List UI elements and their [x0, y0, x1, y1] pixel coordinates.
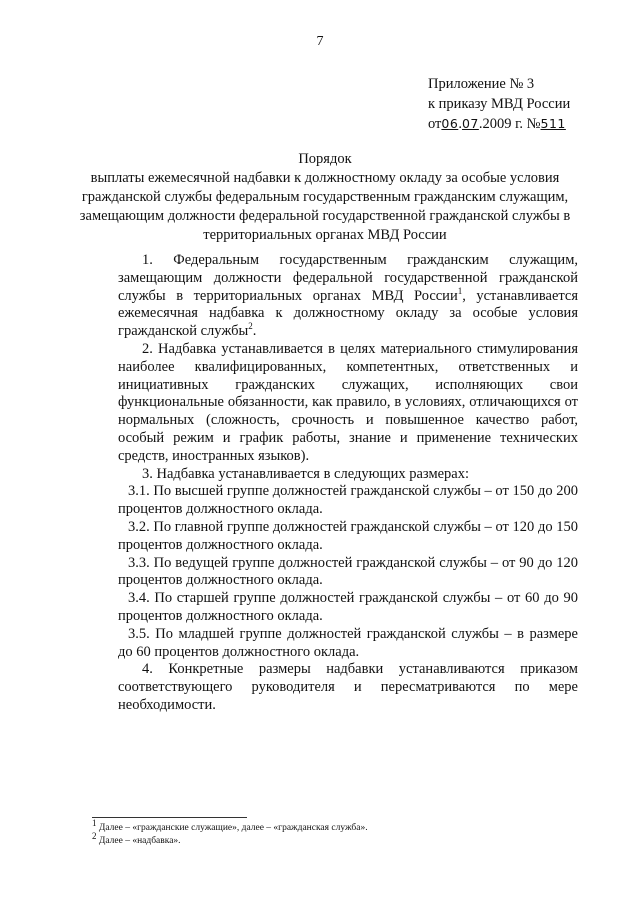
footnote-ref-1: 1: [457, 285, 463, 296]
paragraph-2: 2. Надбавка устанавливается в целях материального стимулирования наиболее квалифицированных, компетентных, ответственных и инициативных гражданских служащих, исполняющих свои функциональные обязанности, как правило, в условиях, отличающихся от нормальных (сложность, срочность и повышенное качество работ, особый режим и график работы, знание и применение технических средств, иностранных языков).: [118, 340, 578, 464]
footnote-ref-2: 2: [248, 321, 253, 332]
footnote-1-text: Далее – «гражданские служащие», далее – «гражданская служба».: [96, 823, 368, 833]
footnotes: [92, 817, 368, 848]
document-body: [118, 252, 578, 715]
title-heading: Порядок: [298, 151, 352, 167]
date-day: 06: [441, 116, 459, 131]
order-number: 511: [540, 116, 566, 131]
footnote-1-mark: 1: [92, 817, 97, 828]
footnote-2-text: Далее – «надбавка».: [96, 836, 181, 846]
appendix-line-1: Приложение № 3: [428, 76, 535, 92]
document-title: [70, 150, 580, 245]
title-text: выплаты ежемесячной надбавки к должностному окладу за особые условия гражданской службы федеральным государственным гражданским служащим, замещающим должности федеральной государственной гражданской службы в территориальных органах МВД России: [79, 170, 571, 243]
paragraph-4: 4. Конкретные размеры надбавки устанавливаются приказом соответствующего руководителя и пересматриваются по мере необходимости.: [118, 661, 578, 713]
date-prefix: от: [428, 116, 442, 132]
date-month: 07: [461, 116, 479, 131]
p1-part-c: .: [252, 323, 257, 340]
paragraph-3-2: 3.2. По главной группе должностей гражданской службы – от 120 до 150 процентов должностного оклада.: [118, 518, 578, 553]
paragraph-3-4: 3.4. По старшей группе должностей гражданской службы – от 60 до 90 процентов должностного оклада.: [118, 590, 578, 624]
footnote-1: [92, 817, 368, 835]
p1-part-a: 1. Федеральным государственным гражданским служащим, замещающим должности федеральной государственной гражданской службы в территориальных органах МВД России: [118, 252, 578, 304]
page-number: 7: [316, 34, 324, 49]
paragraph-3: 3. Надбавка устанавливается в следующих размерах:: [142, 465, 470, 482]
appendix-date-line: от06.07.2009 г. №511: [428, 116, 566, 132]
appendix-header: [428, 74, 570, 134]
paragraph-3-5: 3.5. По младшей группе должностей гражданской службы – в размере до 60 процентов должностного оклада.: [118, 625, 578, 660]
date-year: 2009 г. №: [482, 116, 541, 132]
footnote-2: [92, 830, 368, 848]
p1-part-b: , устанавливается ежемесячная надбавка к должностному окладу за особые условия гражданской службы: [118, 287, 578, 340]
paragraph-3-1: 3.1. По высшей группе должностей гражданской службы – от 150 до 200 процентов должностного оклада.: [118, 483, 578, 518]
footnote-divider: [92, 817, 247, 818]
appendix-line-2: к приказу МВД России: [428, 96, 571, 112]
footnote-2-mark: 2: [92, 830, 97, 841]
paragraph-1: [118, 252, 578, 341]
paragraph-3-3: 3.3. По ведущей группе должностей гражданской службы – от 90 до 120 процентов должностного оклада.: [118, 554, 578, 589]
